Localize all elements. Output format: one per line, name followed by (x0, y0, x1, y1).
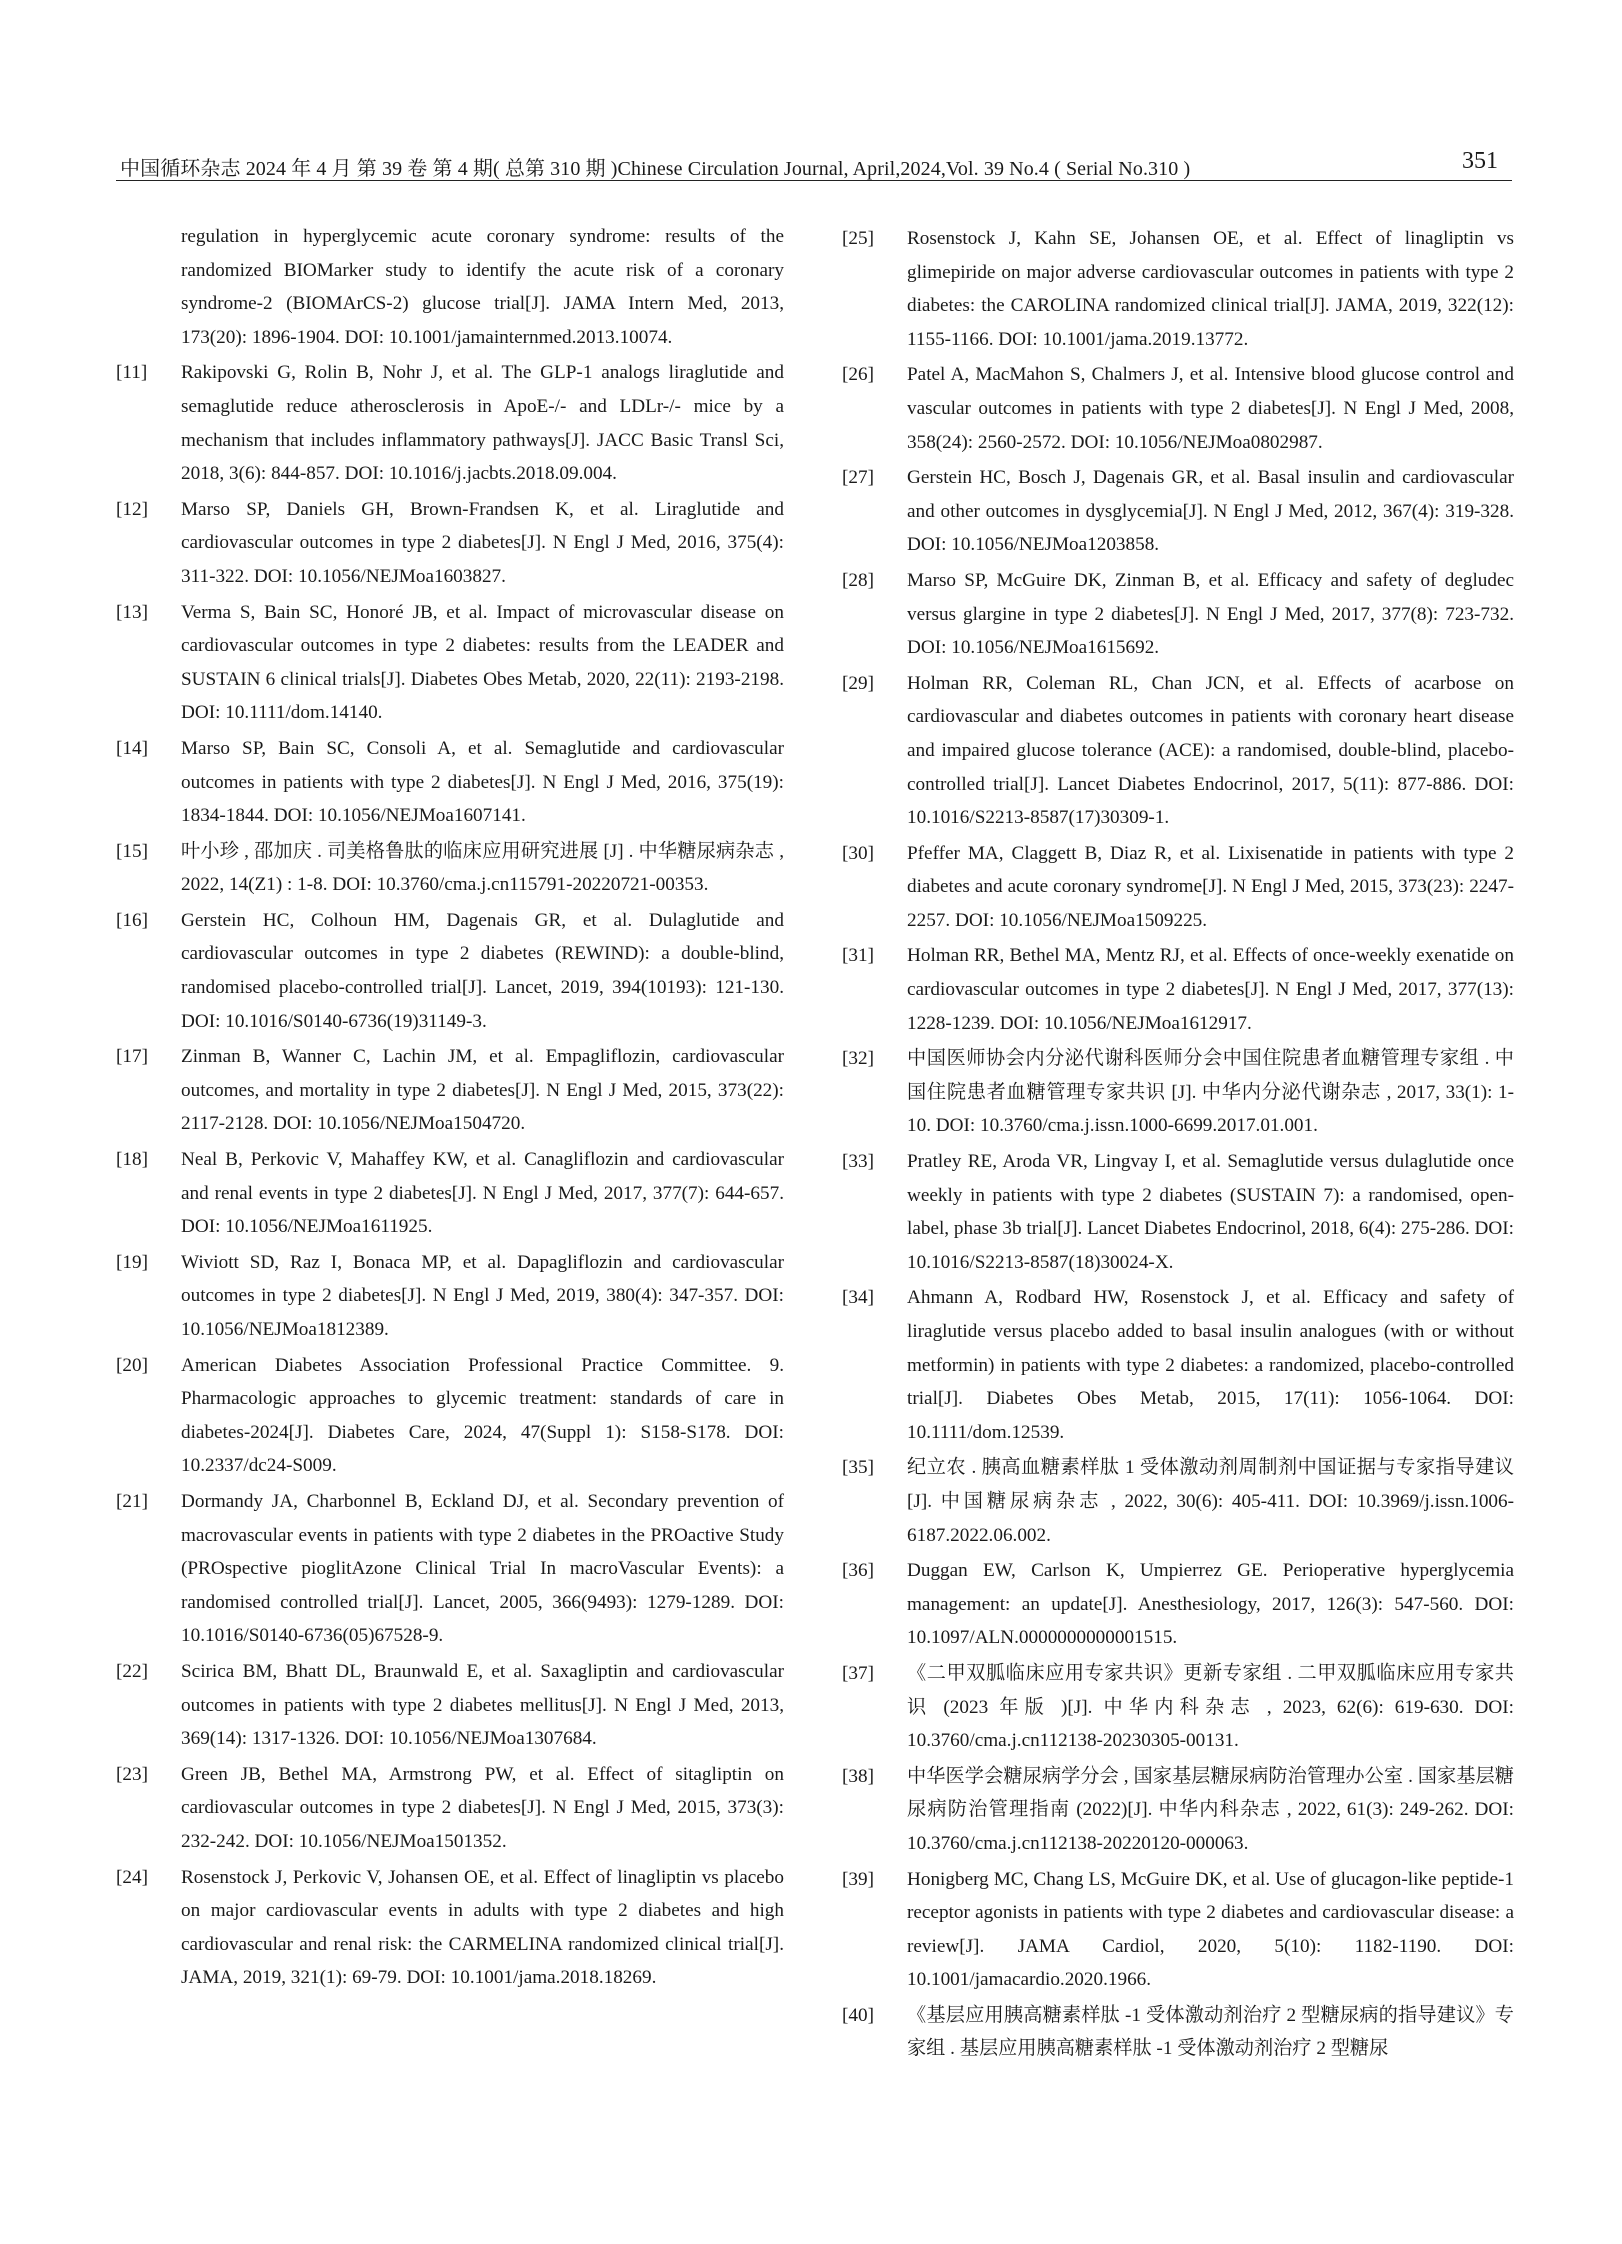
left-column (116, 220, 784, 1995)
reference-number: [11] (116, 362, 148, 384)
reference-number: [27] (842, 467, 874, 489)
reference-number: [14] (116, 737, 148, 759)
reference-entry (842, 358, 1514, 459)
reference-number: [36] (842, 1560, 874, 1582)
reference-text: Rosenstock J, Kahn SE, Johansen OE, et al. Effect of linagliptin vs glimepiride on major adverse cardiovascular outcomes in patients with type 2 diabetes: the CAROLINA randomized clinical trial[J]. JAMA, 2019, 322(12): 1155-1166. DOI: 10.1001/jama.2019.13772. (907, 228, 1514, 350)
reference-entry (842, 837, 1514, 938)
reference-text: Patel A, MacMahon S, Chalmers J, et al. Intensive blood glucose control and vascular outcomes in patients with type 2 diabetes[J]. N Engl J Med, 2008, 358(24): 2560-2572. DOI: 10.1056/NEJMoa0802987. (907, 364, 1514, 453)
reference-number: [18] (116, 1149, 148, 1171)
reference-number: [33] (842, 1151, 874, 1173)
reference-text: Gerstein HC, Colhoun HM, Dagenais GR, et al. Dulaglutide and cardiovascular outcomes in type 2 diabetes (REWIND): a double-blind, randomised placebo-controlled trial[J]. Lancet, 2019, 394(10193): 121-130. DOI: 10.1016/S0140-6736(19)31149-3. (181, 909, 784, 1032)
reference-text: 中华医学会糖尿病学分会 , 国家基层糖尿病防治管理办公室 . 国家基层糖尿病防治管理指南 (2022)[J]. 中华内科杂志 , 2022, 61(3): 249-262. DOI: 10.3760/cma.j.cn112138-20220120-000063. (907, 1765, 1514, 1854)
reference-entry (842, 1451, 1514, 1552)
reference-text: Honigberg MC, Chang LS, McGuire DK, et al. Use of glucagon-like peptide-1 receptor agonists in patients with type 2 diabetes and cardiovascular disease: a review[J]. JAMA Cardiol, 2020, 5(10): 1182-1190. DOI: 10.1001/jamacardio.2020.1966. (907, 1868, 1514, 1991)
reference-number: [35] (842, 1457, 874, 1479)
reference-text: American Diabetes Association Professional Practice Committee. 9. Pharmacologic approaches to glycemic treatment: standards of care in diabetes-2024[J]. Diabetes Care, 2024, 47(Suppl 1): S158-S178. DOI: 10.2337/dc24-S009. (181, 1354, 784, 1477)
reference-entry (842, 1760, 1514, 1861)
reference-text: Zinman B, Wanner C, Lachin JM, et al. Empagliflozin, cardiovascular outcomes, and mortality in type 2 diabetes[J]. N Engl J Med, 2015, 373(22): 2117-2128. DOI: 10.1056/NEJMoa1504720. (181, 1046, 784, 1135)
reference-number: [15] (116, 840, 148, 862)
reference-entry (842, 564, 1514, 665)
reference-number: [13] (116, 601, 148, 623)
reference-number: [37] (842, 1662, 874, 1684)
reference-entry (116, 1246, 784, 1347)
reference-entry (842, 461, 1514, 562)
reference-text: Pratley RE, Aroda VR, Lingvay I, et al. Semaglutide versus dulaglutide once weekly in patients with type 2 diabetes (SUSTAIN 7): a randomised, open-label, phase 3b trial[J]. Lancet Diabetes Endocrinol, 2018, 6(4): 275-286. DOI: 10.1016/S2213-8587(18)30024-X. (907, 1151, 1514, 1273)
running-header (116, 146, 1512, 181)
reference-list-right (842, 222, 1514, 2066)
reference-text: Holman RR, Coleman RL, Chan JCN, et al. Effects of acarbose on cardiovascular and diabetes outcomes in patients with coronary heart disease and impaired glucose tolerance (ACE): a randomised, double-blind, placebo-controlled trial[J]. Lancet Diabetes Endocrinol, 2017, 5(11): 877-886. DOI: 10.1016/S2213-8587(17)30309-1. (907, 672, 1514, 829)
reference-entry (116, 1143, 784, 1244)
reference-number: [20] (116, 1354, 148, 1376)
reference-text: 纪立农 . 胰高血糖素样肽 1 受体激动剂周制剂中国证据与专家指导建议 [J]. 中国糖尿病杂志 , 2022, 30(6): 405-411. DOI: 10.3969/j.issn.1006-6187.2022.06.002. (907, 1457, 1514, 1546)
reference-entry (116, 1758, 784, 1859)
reference-entry (842, 1863, 1514, 1997)
reference-text: 《二甲双胍临床应用专家共识》更新专家组 . 二甲双胍临床应用专家共识 (2023 年版 )[J]. 中华内科杂志 , 2023, 62(6): 619-630. DOI: 10.3760/cma.j.cn112138-20230305-00131. (907, 1662, 1514, 1752)
reference-entry (842, 1281, 1514, 1449)
reference-text: Verma S, Bain SC, Honoré JB, et al. Impact of microvascular disease on cardiovascular outcomes in type 2 diabetes: results from the LEADER and SUSTAIN 6 clinical trials[J]. Diabetes Obes Metab, 2020, 22(11): 2193-2198. DOI: 10.1111/dom.14140. (181, 601, 784, 724)
reference-number: [12] (116, 498, 148, 520)
right-column (842, 220, 1514, 2066)
reference-text: Marso SP, Daniels GH, Brown-Frandsen K, et al. Liraglutide and cardiovascular outcomes in type 2 diabetes[J]. N Engl J Med, 2016, 375(4): 311-322. DOI: 10.1056/NEJMoa1603827. (181, 498, 784, 587)
reference-number: [24] (116, 1866, 148, 1888)
reference-number: [34] (842, 1287, 874, 1309)
reference-number: [39] (842, 1868, 874, 1890)
reference-text: Marso SP, Bain SC, Consoli A, et al. Semaglutide and cardiovascular outcomes in patients with type 2 diabetes[J]. N Engl J Med, 2016, 375(19): 1834-1844. DOI: 10.1056/NEJMoa1607141. (181, 737, 784, 827)
reference-entry (116, 596, 784, 730)
reference-entry (116, 1040, 784, 1141)
reference-entry (842, 1657, 1514, 1758)
reference-number: [19] (116, 1251, 148, 1273)
reference-entry (842, 222, 1514, 356)
reference-text: Neal B, Perkovic V, Mahaffey KW, et al. Canagliflozin and cardiovascular and renal events in type 2 diabetes[J]. N Engl J Med, 2017, 377(7): 644-657. DOI: 10.1056/NEJMoa1611925. (181, 1149, 784, 1238)
reference-entry (842, 1999, 1514, 2066)
reference-text: Gerstein HC, Bosch J, Dagenais GR, et al. Basal insulin and cardiovascular and other outcomes in dysglycemia[J]. N Engl J Med, 2012, 367(4): 319-328. DOI: 10.1056/NEJMoa1203858. (907, 467, 1514, 556)
reference-number: [16] (116, 909, 148, 931)
reference-text: Scirica BM, Bhatt DL, Braunwald E, et al. Saxagliptin and cardiovascular outcomes in patients with type 2 diabetes mellitus[J]. N Engl J Med, 2013, 369(14): 1317-1326. DOI: 10.1056/NEJMoa1307684. (181, 1660, 784, 1750)
reference-entry (116, 904, 784, 1038)
reference-entry (842, 1145, 1514, 1279)
reference-text: Dormandy JA, Charbonnel B, Eckland DJ, et al. Secondary prevention of macrovascular events in patients with type 2 diabetes in the PROactive Study (PROspective pioglitAzone Clinical Trial In macroVascular Events): a randomised controlled trial[J]. Lancet, 2005, 366(9493): 1279-1289. DOI: 10.1016/S0140-6736(05)67528-9. (181, 1490, 784, 1647)
reference-number: [40] (842, 2004, 874, 2026)
reference-number: [38] (842, 1765, 874, 1787)
reference-entry (842, 667, 1514, 835)
reference-entry (842, 1042, 1514, 1143)
reference-list-left (116, 356, 784, 1995)
reference-text: Duggan EW, Carlson K, Umpierrez GE. Perioperative hyperglycemia management: an update[J]. Anesthesiology, 2017, 126(3): 547-560. DOI: 10.1097/ALN.0000000000001515. (907, 1560, 1514, 1649)
running-title: 中国循环杂志 2024 年 4 月 第 39 卷 第 4 期( 总第 310 期 )Chinese Circulation Journal, April,2024,Vol. 39 No.4 ( Serial No.310 ) (120, 158, 1191, 180)
reference-entry (116, 732, 784, 833)
reference-text: 《基层应用胰高糖素样肽 -1 受体激动剂治疗 2 型糖尿病的指导建议》专家组 . 基层应用胰高糖素样肽 -1 受体激动剂治疗 2 型糖尿 (907, 2004, 1514, 2060)
reference-continuation: regulation in hyperglycemic acute coronary syndrome: results of the randomized BIOMarker study to identify the acute risk of a coronary syndrome-2 (BIOMArCS-2) glucose trial[J]. JAMA Intern Med, 2013, 173(20): 1896-1904. DOI: 10.1001/jamainternmed.2013.10074. (181, 226, 784, 348)
reference-number: [23] (116, 1763, 148, 1785)
reference-number: [31] (842, 945, 874, 967)
reference-entry (116, 1485, 784, 1653)
reference-text: Rakipovski G, Rolin B, Nohr J, et al. The GLP-1 analogs liraglutide and semaglutide reduce atherosclerosis in ApoE-/- and LDLr-/- mice by a mechanism that includes inflammatory pathways[J]. JACC Basic Transl Sci, 2018, 3(6): 844-857. DOI: 10.1016/j.jacbts.2018.09.004. (181, 362, 784, 485)
reference-text: Green JB, Bethel MA, Armstrong PW, et al. Effect of sitagliptin on cardiovascular outcomes in type 2 diabetes[J]. N Engl J Med, 2015, 373(3): 232-242. DOI: 10.1056/NEJMoa1501352. (181, 1763, 784, 1852)
reference-number: [17] (116, 1046, 148, 1068)
reference-number: [26] (842, 364, 874, 386)
reference-entry (842, 1554, 1514, 1655)
reference-number: [28] (842, 569, 874, 591)
reference-entry (116, 1349, 784, 1483)
reference-text: Wiviott SD, Raz I, Bonaca MP, et al. Dapagliflozin and cardiovascular outcomes in type 2 diabetes[J]. N Engl J Med, 2019, 380(4): 347-357. DOI: 10.1056/NEJMoa1812389. (181, 1251, 784, 1340)
reference-text: 中国医师协会内分泌代谢科医师分会中国住院患者血糖管理专家组 . 中国住院患者血糖管理专家共识 [J]. 中华内分泌代谢杂志 , 2017, 33(1): 1-10. DOI: 10.3760/cma.j.issn.1000-6699.2017.01.001. (907, 1048, 1514, 1137)
reference-text: Marso SP, McGuire DK, Zinman B, et al. Efficacy and safety of degludec versus glargine in type 2 diabetes[J]. N Engl J Med, 2017, 377(8): 723-732. DOI: 10.1056/NEJMoa1615692. (907, 569, 1514, 659)
reference-number: [29] (842, 672, 874, 694)
reference-number: [21] (116, 1490, 148, 1512)
reference-entry (842, 939, 1514, 1040)
reference-text: 叶小珍 , 邵加庆 . 司美格鲁肽的临床应用研究进展 [J] . 中华糖尿病杂志 , 2022, 14(Z1) : 1-8. DOI: 10.3760/cma.j.cn115791-20220721-00353. (181, 840, 784, 896)
reference-number: [32] (842, 1048, 874, 1070)
reference-text: Ahmann A, Rodbard HW, Rosenstock J, et al. Efficacy and safety of liraglutide versus placebo added to basal insulin analogues (with or without metformin) in patients with type 2 diabetes: a randomized, placebo-controlled trial[J]. Diabetes Obes Metab, 2015, 17(11): 1056-1064. DOI: 10.1111/dom.12539. (907, 1287, 1514, 1443)
reference-text: Pfeffer MA, Claggett B, Diaz R, et al. Lixisenatide in patients with type 2 diabetes and acute coronary syndrome[J]. N Engl J Med, 2015, 373(23): 2247-2257. DOI: 10.1056/NEJMoa1509225. (907, 842, 1514, 931)
reference-entry (116, 493, 784, 594)
reference-entry (116, 1861, 784, 1995)
reference-number: [30] (842, 842, 874, 864)
reference-number: [25] (842, 228, 874, 249)
reference-entry (116, 835, 784, 902)
reference-entry (116, 1655, 784, 1756)
reference-text: Rosenstock J, Perkovic V, Johansen OE, et al. Effect of linagliptin vs placebo on major cardiovascular events in adults with type 2 diabetes and high cardiovascular and renal risk: the CARMELINA randomized clinical trial[J]. JAMA, 2019, 321(1): 69-79. DOI: 10.1001/jama.2018.18269. (181, 1866, 784, 1989)
reference-number: [22] (116, 1660, 148, 1682)
reference-text: Holman RR, Bethel MA, Mentz RJ, et al. Effects of once-weekly exenatide on cardiovascular outcomes in type 2 diabetes[J]. N Engl J Med, 2017, 377(13): 1228-1239. DOI: 10.1056/NEJMoa1612917. (907, 945, 1514, 1034)
reference-entry (116, 356, 784, 490)
page-number: 351 (1462, 148, 1498, 174)
